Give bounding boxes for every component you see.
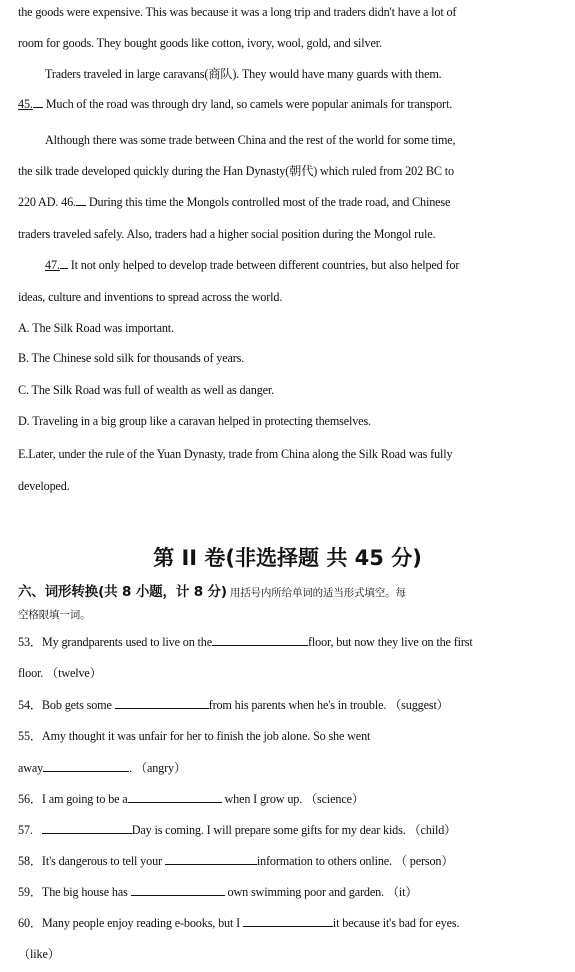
question-58-text: 58．It's dangerous to tell your	[18, 854, 162, 868]
option-b: B. The Chinese sold silk for thousands of years.	[18, 351, 245, 365]
answer-blank-45[interactable]	[33, 96, 43, 108]
passage-line-5: Although there was some trade between China and the rest of the world for some time,	[45, 133, 456, 147]
question-53-text-cont: floor, but now they live on the first	[308, 635, 473, 649]
question-56-text-cont: when I grow up. （science）	[224, 792, 364, 806]
passage-line-4-text: Much of the road was through dry land, so camels were popular animals for transport.	[45, 97, 453, 111]
question-58-text-cont: information to others online. （ person）	[256, 854, 454, 868]
question-54	[18, 697, 561, 713]
passage-line-1: the goods were expensive. This was because it was a long trip and traders didn't have a lot of	[18, 5, 457, 19]
question-60-text-cont: it because it's bad for eyes.	[332, 916, 460, 930]
answer-blank-53[interactable]	[212, 634, 308, 646]
question-57-text: Day is coming. I will prepare some gifts for my dear kids. （child）	[131, 823, 457, 837]
passage-line-6: the silk trade developed quickly during the Han Dynasty(朝代) which ruled from 202 BC to	[18, 164, 454, 178]
question-60-text: 60．Many people enjoy reading e-books, but I	[18, 916, 241, 930]
question-60	[18, 915, 561, 931]
passage-line-3: Traders traveled in large caravans(商队). They would have many guards with them.	[45, 67, 442, 81]
passage-line-10: ideas, culture and inventions to spread across the world.	[18, 290, 283, 304]
question-59-text-cont: own swimming poor and garden. （it）	[227, 885, 418, 899]
question-59-text: 59．The big house has	[18, 885, 128, 899]
part-six-heading-line	[18, 584, 561, 601]
answer-blank-54[interactable]	[115, 697, 209, 709]
question-54-text-cont: from his parents when he's in trouble. （suggest）	[208, 698, 449, 712]
question-54-text: 54．Bob gets some	[18, 698, 112, 712]
question-59	[18, 884, 561, 900]
question-56-text: 56．I am going to be a	[18, 792, 128, 806]
answer-blank-59[interactable]	[131, 884, 225, 896]
option-a: A. The Silk Road was important.	[18, 321, 174, 335]
passage-line-7	[18, 194, 561, 210]
question-56	[18, 791, 561, 807]
passage-line-7-text: During this time the Mongols controlled most of the trade road, and Chinese	[88, 195, 451, 209]
question-57	[18, 822, 561, 838]
question-53-text: 53．My grandparents used to live on the	[18, 635, 213, 649]
part-six-instruction-cont	[18, 606, 561, 623]
answer-blank-46[interactable]	[76, 194, 86, 206]
option-c: C. The Silk Road was full of wealth as well as danger.	[18, 383, 275, 397]
question-53	[18, 634, 561, 650]
question-53-hint: floor. （twelve）	[18, 666, 102, 680]
passage-line-2: room for goods. They bought goods like cotton, ivory, wool, gold, and silver.	[18, 36, 382, 50]
question-55-cont	[18, 760, 561, 776]
option-d: D. Traveling in a big group like a caravan helped in protecting themselves.	[18, 414, 371, 428]
part-six-heading: 六、词形转换(共 8 小题，计 8 分)	[18, 584, 227, 600]
section-title: 第 II 卷(非选择题 共 45 分)	[153, 546, 422, 570]
question-55: 55．Amy thought it was unfair for her to finish the job alone. So she went	[18, 729, 371, 743]
option-e: E.Later, under the rule of the Yuan Dynasty, trade from China along the Silk Road was fully	[18, 447, 453, 461]
question-55-hint: . （angry）	[129, 761, 186, 775]
passage-line-9	[45, 257, 561, 273]
part-six-instruction-text: 空格限填一词。	[18, 609, 91, 621]
part-six-instruction: 用括号内所给单词的适当形式填空。每	[229, 587, 406, 599]
question-57-number: 57.	[18, 823, 33, 837]
answer-blank-55[interactable]	[43, 760, 129, 772]
answer-blank-58[interactable]	[165, 853, 257, 865]
question-58	[18, 853, 561, 869]
question-55-away: away	[18, 761, 44, 775]
answer-blank-47[interactable]	[60, 257, 68, 269]
passage-line-4	[18, 96, 561, 112]
passage-line-9-text: It not only helped to develop trade between different countries, but also helped for	[70, 258, 460, 272]
blank-45-number: 45.	[18, 97, 33, 111]
question-60-hint: （like）	[18, 947, 60, 961]
passage-line-7-start: 220 AD. 46.	[18, 195, 76, 209]
blank-47-number: 47.	[45, 258, 60, 272]
option-e-continued: developed.	[18, 479, 70, 493]
answer-blank-57[interactable]	[42, 822, 132, 834]
answer-blank-56[interactable]	[128, 791, 222, 803]
answer-blank-60[interactable]	[243, 915, 333, 927]
passage-line-8: traders traveled safely. Also, traders had a higher social position during the Mongol rule.	[18, 227, 436, 241]
